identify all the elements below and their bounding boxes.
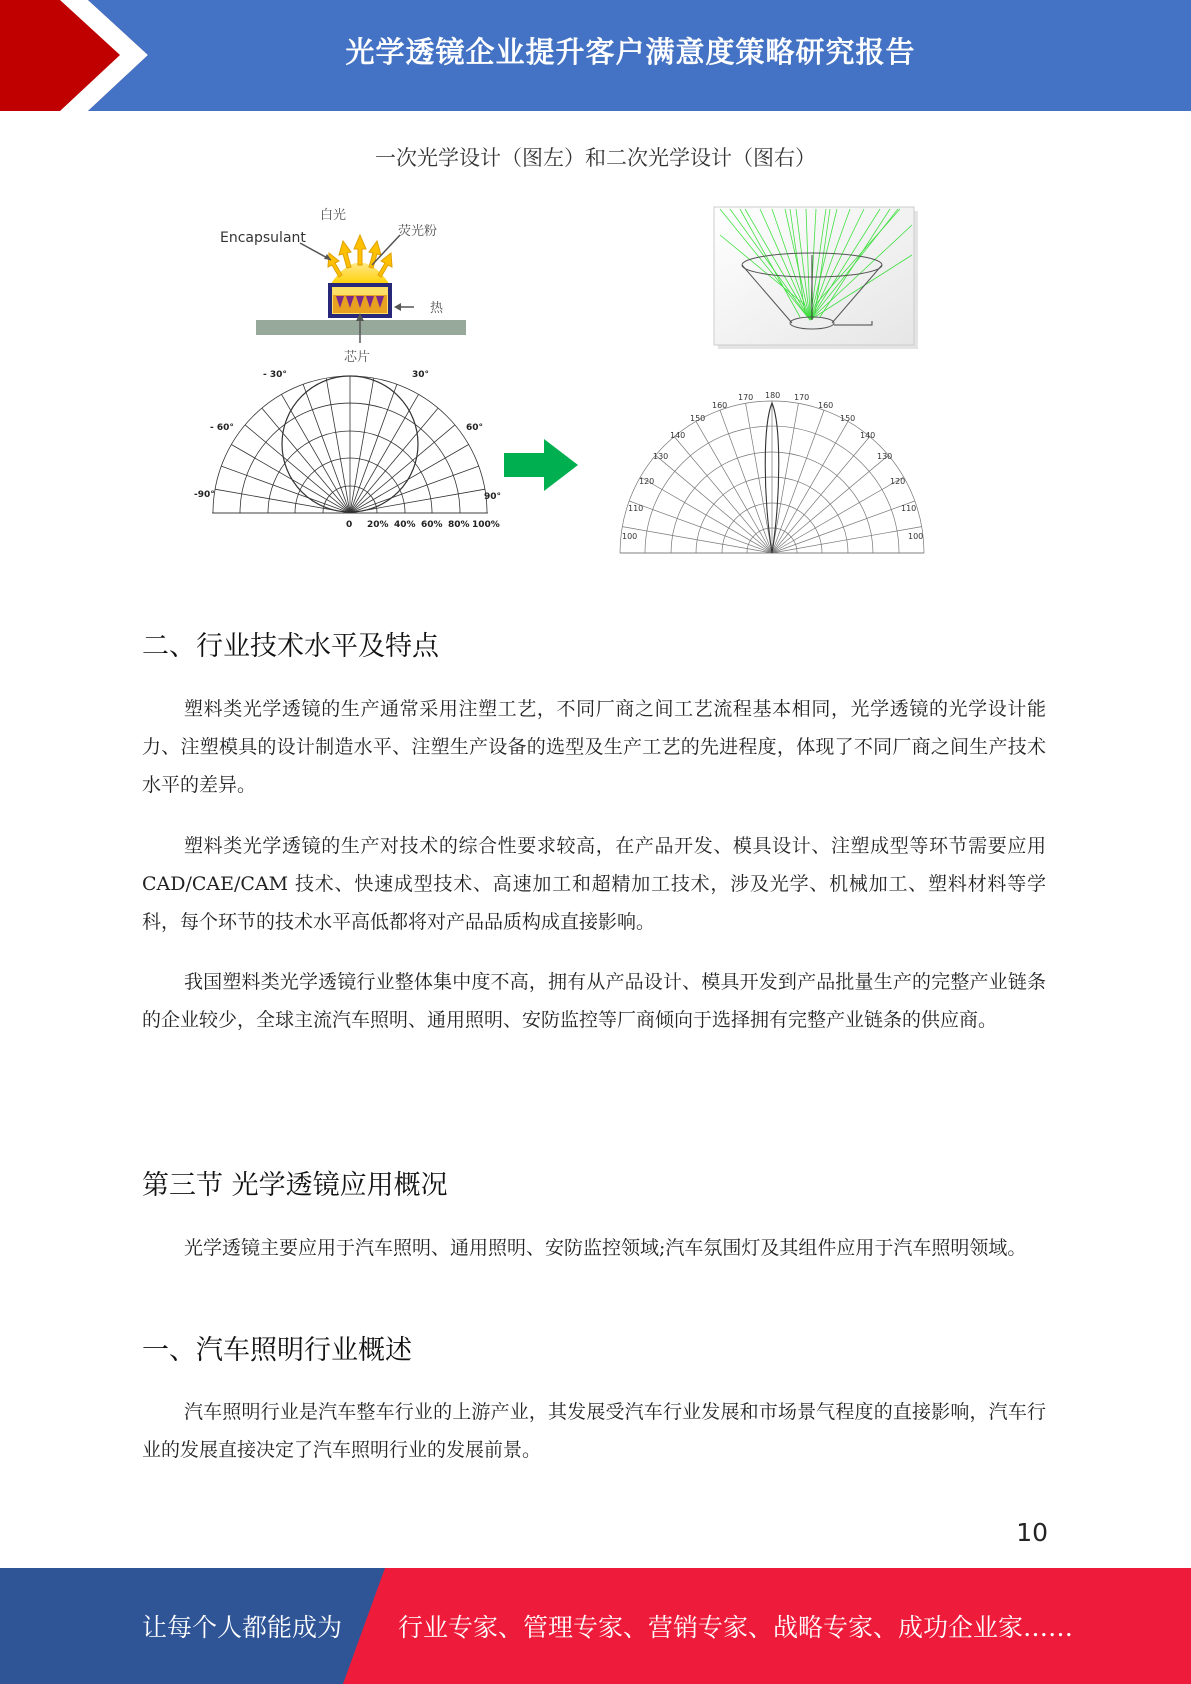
paragraph-auto-lighting: 汽车照明行业是汽车整车行业的上游产业，其发展受汽车行业发展和市场景气程度的直接影响，汽车行业的发展直接决定了汽车照明行业的发展前景。 [142, 1401, 1046, 1461]
radial-label-40: 40% [394, 520, 416, 530]
paragraph-tech-3: 我国塑料类光学透镜行业整体集中度不高，拥有从产品设计、模具开发到产品批量生产的完整产业链条的企业较少，全球主流汽车照明、通用照明、安防监控等厂商倾向于选择拥有完整产业链条的供应商。 [142, 971, 1046, 1031]
polar-r-140b: 140 [860, 431, 876, 440]
left-polar-diagram [212, 376, 488, 513]
polar-r-100b: 100 [908, 532, 924, 541]
footer-band [0, 1568, 1191, 1684]
polar-r-170a: 170 [738, 393, 754, 402]
heading-section-three: 第三节 光学透镜应用概况 [142, 1170, 448, 1201]
radial-label-0: 0 [346, 520, 353, 530]
report-title: 光学透镜企业提升客户满意度策略研究报告 [345, 34, 916, 69]
polar-label-90: 90° [484, 492, 502, 502]
radial-label-60: 60% [421, 520, 443, 530]
polar-r-160a: 160 [712, 401, 728, 410]
label-encapsulant: Encapsulant [220, 230, 306, 246]
paragraph-tech-1: 塑料类光学透镜的生产通常采用注塑工艺，不同厂商之间工艺流程基本相同，光学透镜的光学设计能力、注塑模具的设计制造水平、注塑生产设备的选型及生产工艺的先进程度，体现了不同厂商之间生产技术水平的差异。 [142, 698, 1046, 796]
polar-r-160b: 160 [818, 401, 834, 410]
polar-label-neg60: - 60° [210, 423, 234, 433]
green-arrow-icon [504, 439, 578, 491]
lens-ray-trace-image [714, 207, 918, 349]
optics-figure [194, 195, 1020, 565]
paragraph-tech-2: 塑料类光学透镜的生产对技术的综合性要求较高，在产品开发、模具设计、注塑成型等环节需要应用 CAD/CAE/CAM 技术、快速成型技术、高速加工和超精加工技术，涉及光学、机械加工、塑料材料等学科，每个环节的技术水平高低都将对产品品质构成直接影响。 [142, 835, 1046, 933]
heading-auto-lighting: 一、汽车照明行业概述 [142, 1335, 412, 1366]
heading-industry-tech: 二、行业技术水平及特点 [142, 631, 439, 662]
polar-label-neg90: -90° [194, 490, 215, 500]
label-phosphor: 荧光粉 [398, 224, 438, 239]
radial-label-80: 80% [448, 520, 470, 530]
polar-label-30: 30° [412, 370, 430, 380]
polar-label-neg30: - 30° [263, 370, 287, 380]
polar-r-170b: 170 [794, 393, 810, 402]
figure-caption: 一次光学设计（图左）和二次光学设计（图右） [375, 146, 816, 170]
polar-r-180: 180 [765, 391, 781, 400]
label-chip: 芯片 [344, 350, 371, 365]
radial-label-100: 100% [472, 520, 500, 530]
polar-r-120a: 120 [639, 477, 655, 486]
footer-slogan-left: 让每个人都能成为 [142, 1613, 343, 1642]
label-white-light: 白光 [320, 208, 347, 223]
polar-r-110a: 110 [628, 504, 644, 513]
footer-slogan-right: 行业专家、管理专家、营销专家、战略专家、成功企业家…… [398, 1613, 1074, 1642]
right-polar-diagram [620, 401, 924, 553]
header-band [0, 0, 1191, 111]
label-heat: 热 [430, 301, 444, 316]
polar-r-120b: 120 [890, 477, 906, 486]
polar-label-60: 60° [466, 423, 484, 433]
polar-r-100a: 100 [622, 532, 638, 541]
page-number: 10 [1016, 1518, 1048, 1547]
polar-r-140a: 140 [670, 431, 686, 440]
polar-r-150a: 150 [690, 414, 706, 423]
polar-r-110b: 110 [901, 504, 917, 513]
optics-diagram [194, 195, 1020, 565]
paragraph-section-three: 光学透镜主要应用于汽车照明、通用照明、安防监控领域;汽车氛围灯及其组件应用于汽车照明领域。 [184, 1237, 1027, 1259]
radial-label-20: 20% [367, 520, 389, 530]
led-package-diagram [220, 207, 466, 365]
header-arrow-icon [0, 0, 160, 111]
polar-r-130a: 130 [653, 452, 669, 461]
polar-r-150b: 150 [840, 414, 856, 423]
polar-r-130b: 130 [877, 452, 893, 461]
